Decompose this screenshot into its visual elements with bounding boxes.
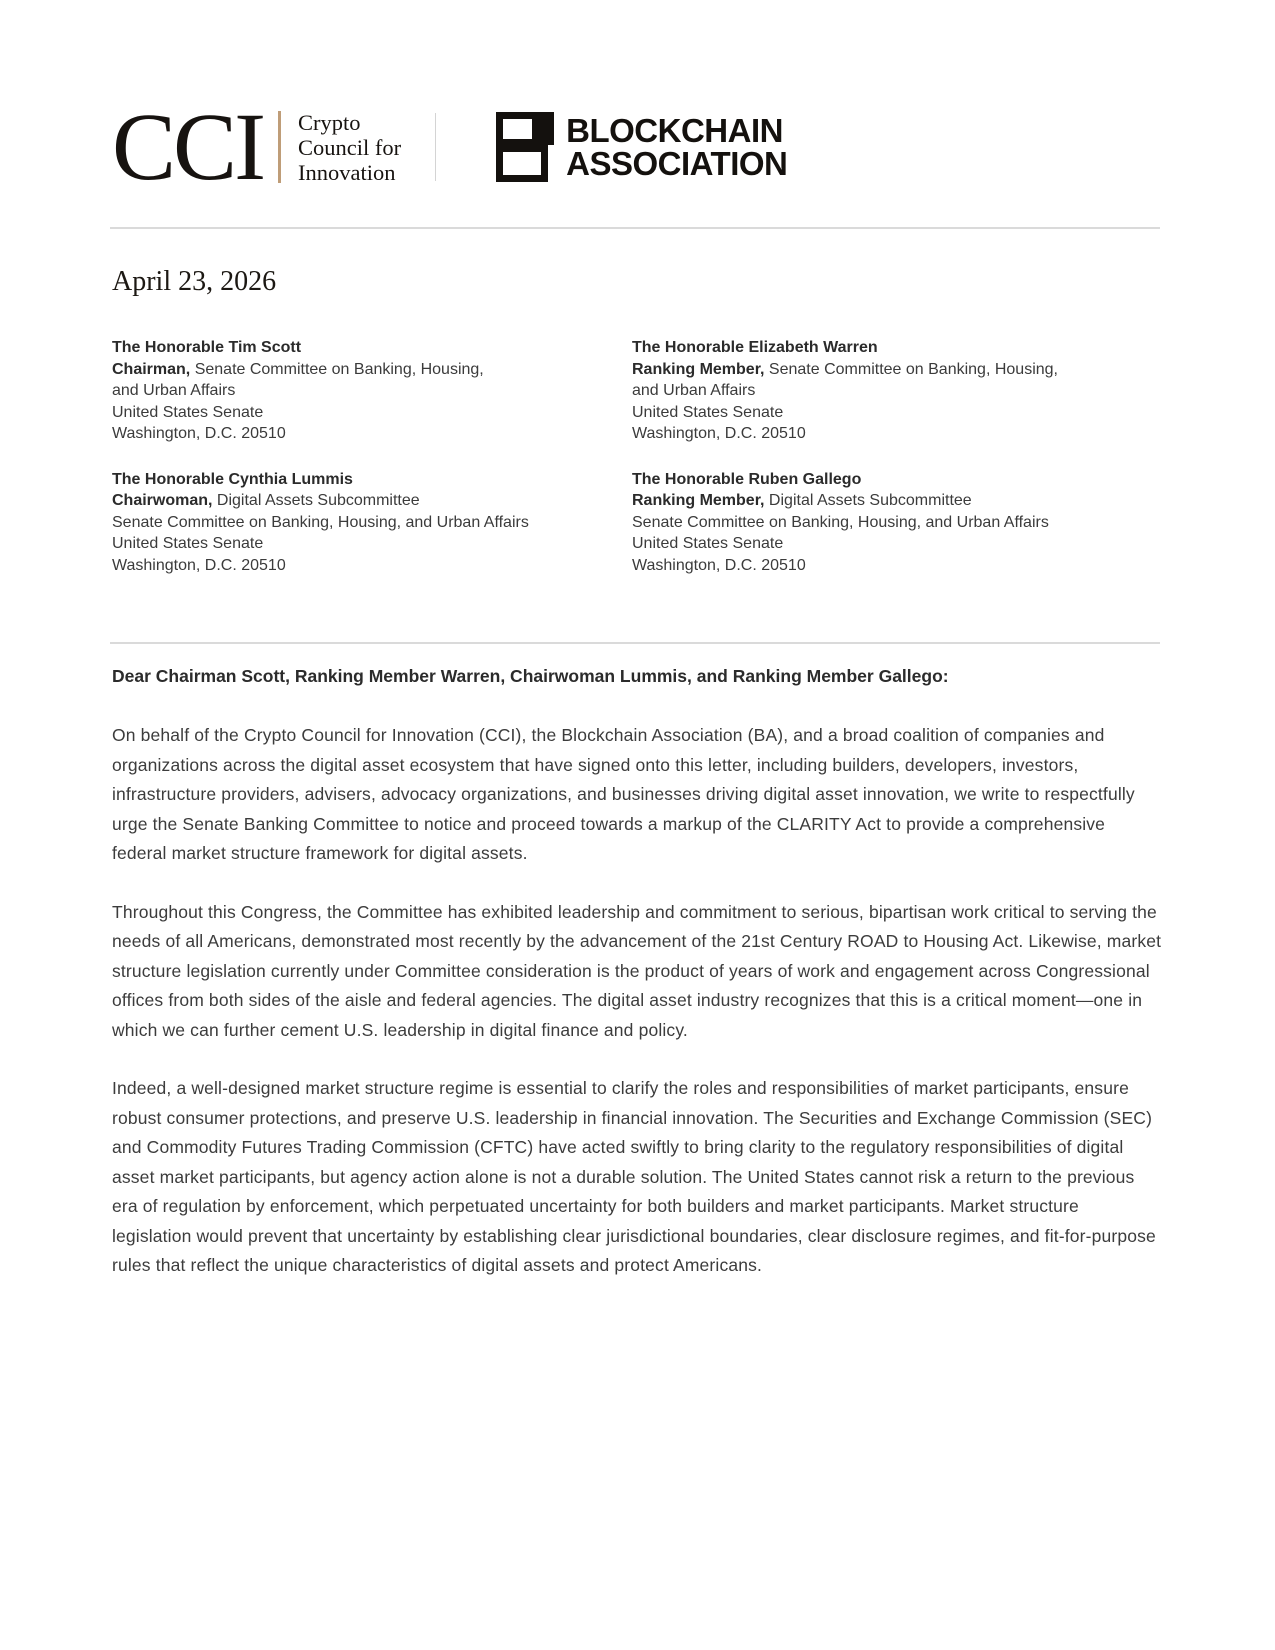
- recipient-role-line: [112, 490, 632, 512]
- ba-wordmark-line-1: BLOCKCHAIN: [566, 111, 783, 149]
- recipient-name: The Honorable Cynthia Lummis: [112, 470, 353, 488]
- cci-logo-name: [298, 110, 401, 185]
- recipient-role: Chairman,: [112, 360, 191, 378]
- recipient-role-suffix: Senate Committee on Banking, Housing,: [764, 360, 1058, 378]
- ba-wordmark-line-2: ASSOCIATION: [566, 145, 788, 182]
- cci-name-line-1: Crypto: [298, 109, 361, 135]
- recipient-line: Washington, D.C. 20510: [112, 556, 286, 574]
- salutation: Dear Chairman Scott, Ranking Member Warren, Chairwoman Lummis, and Ranking Member Gallego:: [112, 666, 949, 686]
- cci-logo-divider: [278, 111, 281, 183]
- recipient-name: The Honorable Tim Scott: [112, 339, 302, 356]
- header-divider-rule: [110, 227, 1160, 229]
- recipient-role-line: [632, 359, 1152, 381]
- letter-date: April 23, 2026: [112, 266, 277, 297]
- recipient-line: Washington, D.C. 20510: [632, 425, 806, 442]
- recipient-line: Senate Committee on Banking, Housing, and Urban Affairs: [112, 513, 529, 531]
- header-logo-row: [112, 93, 1163, 200]
- recipient-role-line: [112, 359, 632, 381]
- cci-name-line-3: Innovation: [298, 159, 396, 185]
- logo-separator: [435, 113, 436, 181]
- recipient-role-line: [632, 490, 1152, 512]
- letter-body: [112, 664, 1162, 1310]
- recipient-block-tim-scott: [112, 337, 632, 445]
- recipient-line: Senate Committee on Banking, Housing, and Urban Affairs: [632, 513, 1049, 531]
- recipient-line: and Urban Affairs: [632, 382, 756, 399]
- recipient-role: Ranking Member,: [632, 492, 765, 509]
- section-divider-rule: [110, 642, 1160, 644]
- cci-name-line-2: Council for: [298, 134, 402, 160]
- recipient-line: and Urban Affairs: [112, 382, 236, 399]
- recipient-line: United States Senate: [632, 403, 784, 421]
- paragraph-1: On behalf of the Crypto Council for Innovation (CCI), the Blockchain Association (BA), and a broad coalition of companies and organizations across the digital asset ecosystem that have signed onto this letter, including builders, developers, investors, infrastructure providers, advisers, advocacy organizations, and businesses driving digital asset innovation, we write to respectfully urge the Senate Banking Committee to notice and proceed towards a markup of the CLARITY Act to provide a comprehensive federal market structure framework for digital assets.: [112, 725, 1135, 863]
- blockchain-association-logo: [496, 112, 787, 182]
- recipient-line: United States Senate: [632, 535, 784, 552]
- recipient-role-suffix: Senate Committee on Banking, Housing,: [190, 360, 484, 378]
- recipient-role-suffix: Digital Assets Subcommittee: [764, 492, 972, 509]
- cci-logo: [112, 93, 402, 200]
- paragraph-3: Indeed, a well-designed market structure regime is essential to clarify the roles and responsibilities of market participants, ensure robust consumer protections, and preserve U.S. leadership in financial innovation. The Securities and Exchange Commission (SEC) and Commodity Futures Trading Commission (CFTC) have acted swiftly to bring clarity to the regulatory responsibilities of digital asset market participants, but agency action alone is not a durable solution. The United States cannot risk a return to the previous era of regulation by enforcement, which perpetuated uncertainty for both builders and market participants. Market structure legislation would prevent that uncertainty by establishing clear jurisdictional boundaries, clear disclosure regimes, and fit-for-purpose rules that reflect the unique characteristics of digital assets and protect Americans.: [112, 1078, 1156, 1275]
- recipient-line: Washington, D.C. 20510: [112, 425, 286, 442]
- cci-logo-abbreviation: CCI: [112, 93, 264, 200]
- recipient-block-cynthia-lummis: [112, 469, 632, 577]
- recipients-grid: [112, 337, 1163, 576]
- recipient-block-elizabeth-warren: [632, 337, 1152, 445]
- recipient-name: The Honorable Ruben Gallego: [632, 470, 862, 488]
- recipient-block-ruben-gallego: [632, 469, 1152, 577]
- blockchain-association-icon: [496, 112, 554, 182]
- recipient-line: United States Senate: [112, 403, 264, 421]
- recipient-name: The Honorable Elizabeth Warren: [632, 339, 878, 356]
- blockchain-association-wordmark: [566, 111, 788, 182]
- recipient-role: Ranking Member,: [632, 360, 765, 378]
- recipient-role: Chairwoman,: [112, 492, 213, 509]
- recipient-line: Washington, D.C. 20510: [632, 556, 806, 574]
- paragraph-2: Throughout this Congress, the Committee has exhibited leadership and commitment to serious, bipartisan work critical to serving the needs of all Americans, demonstrated most recently by the advancement of the 21st Century ROAD to Housing Act. Likewise, market structure legislation currently under Committee consideration is the product of years of work and engagement across Congressional offices from both sides of the aisle and federal agencies. The digital asset industry recognizes that this is a critical moment—one in which we can further cement U.S. leadership in digital finance and policy.: [112, 901, 1162, 1040]
- recipient-role-suffix: Digital Assets Subcommittee: [212, 492, 420, 509]
- recipient-line: United States Senate: [112, 535, 264, 552]
